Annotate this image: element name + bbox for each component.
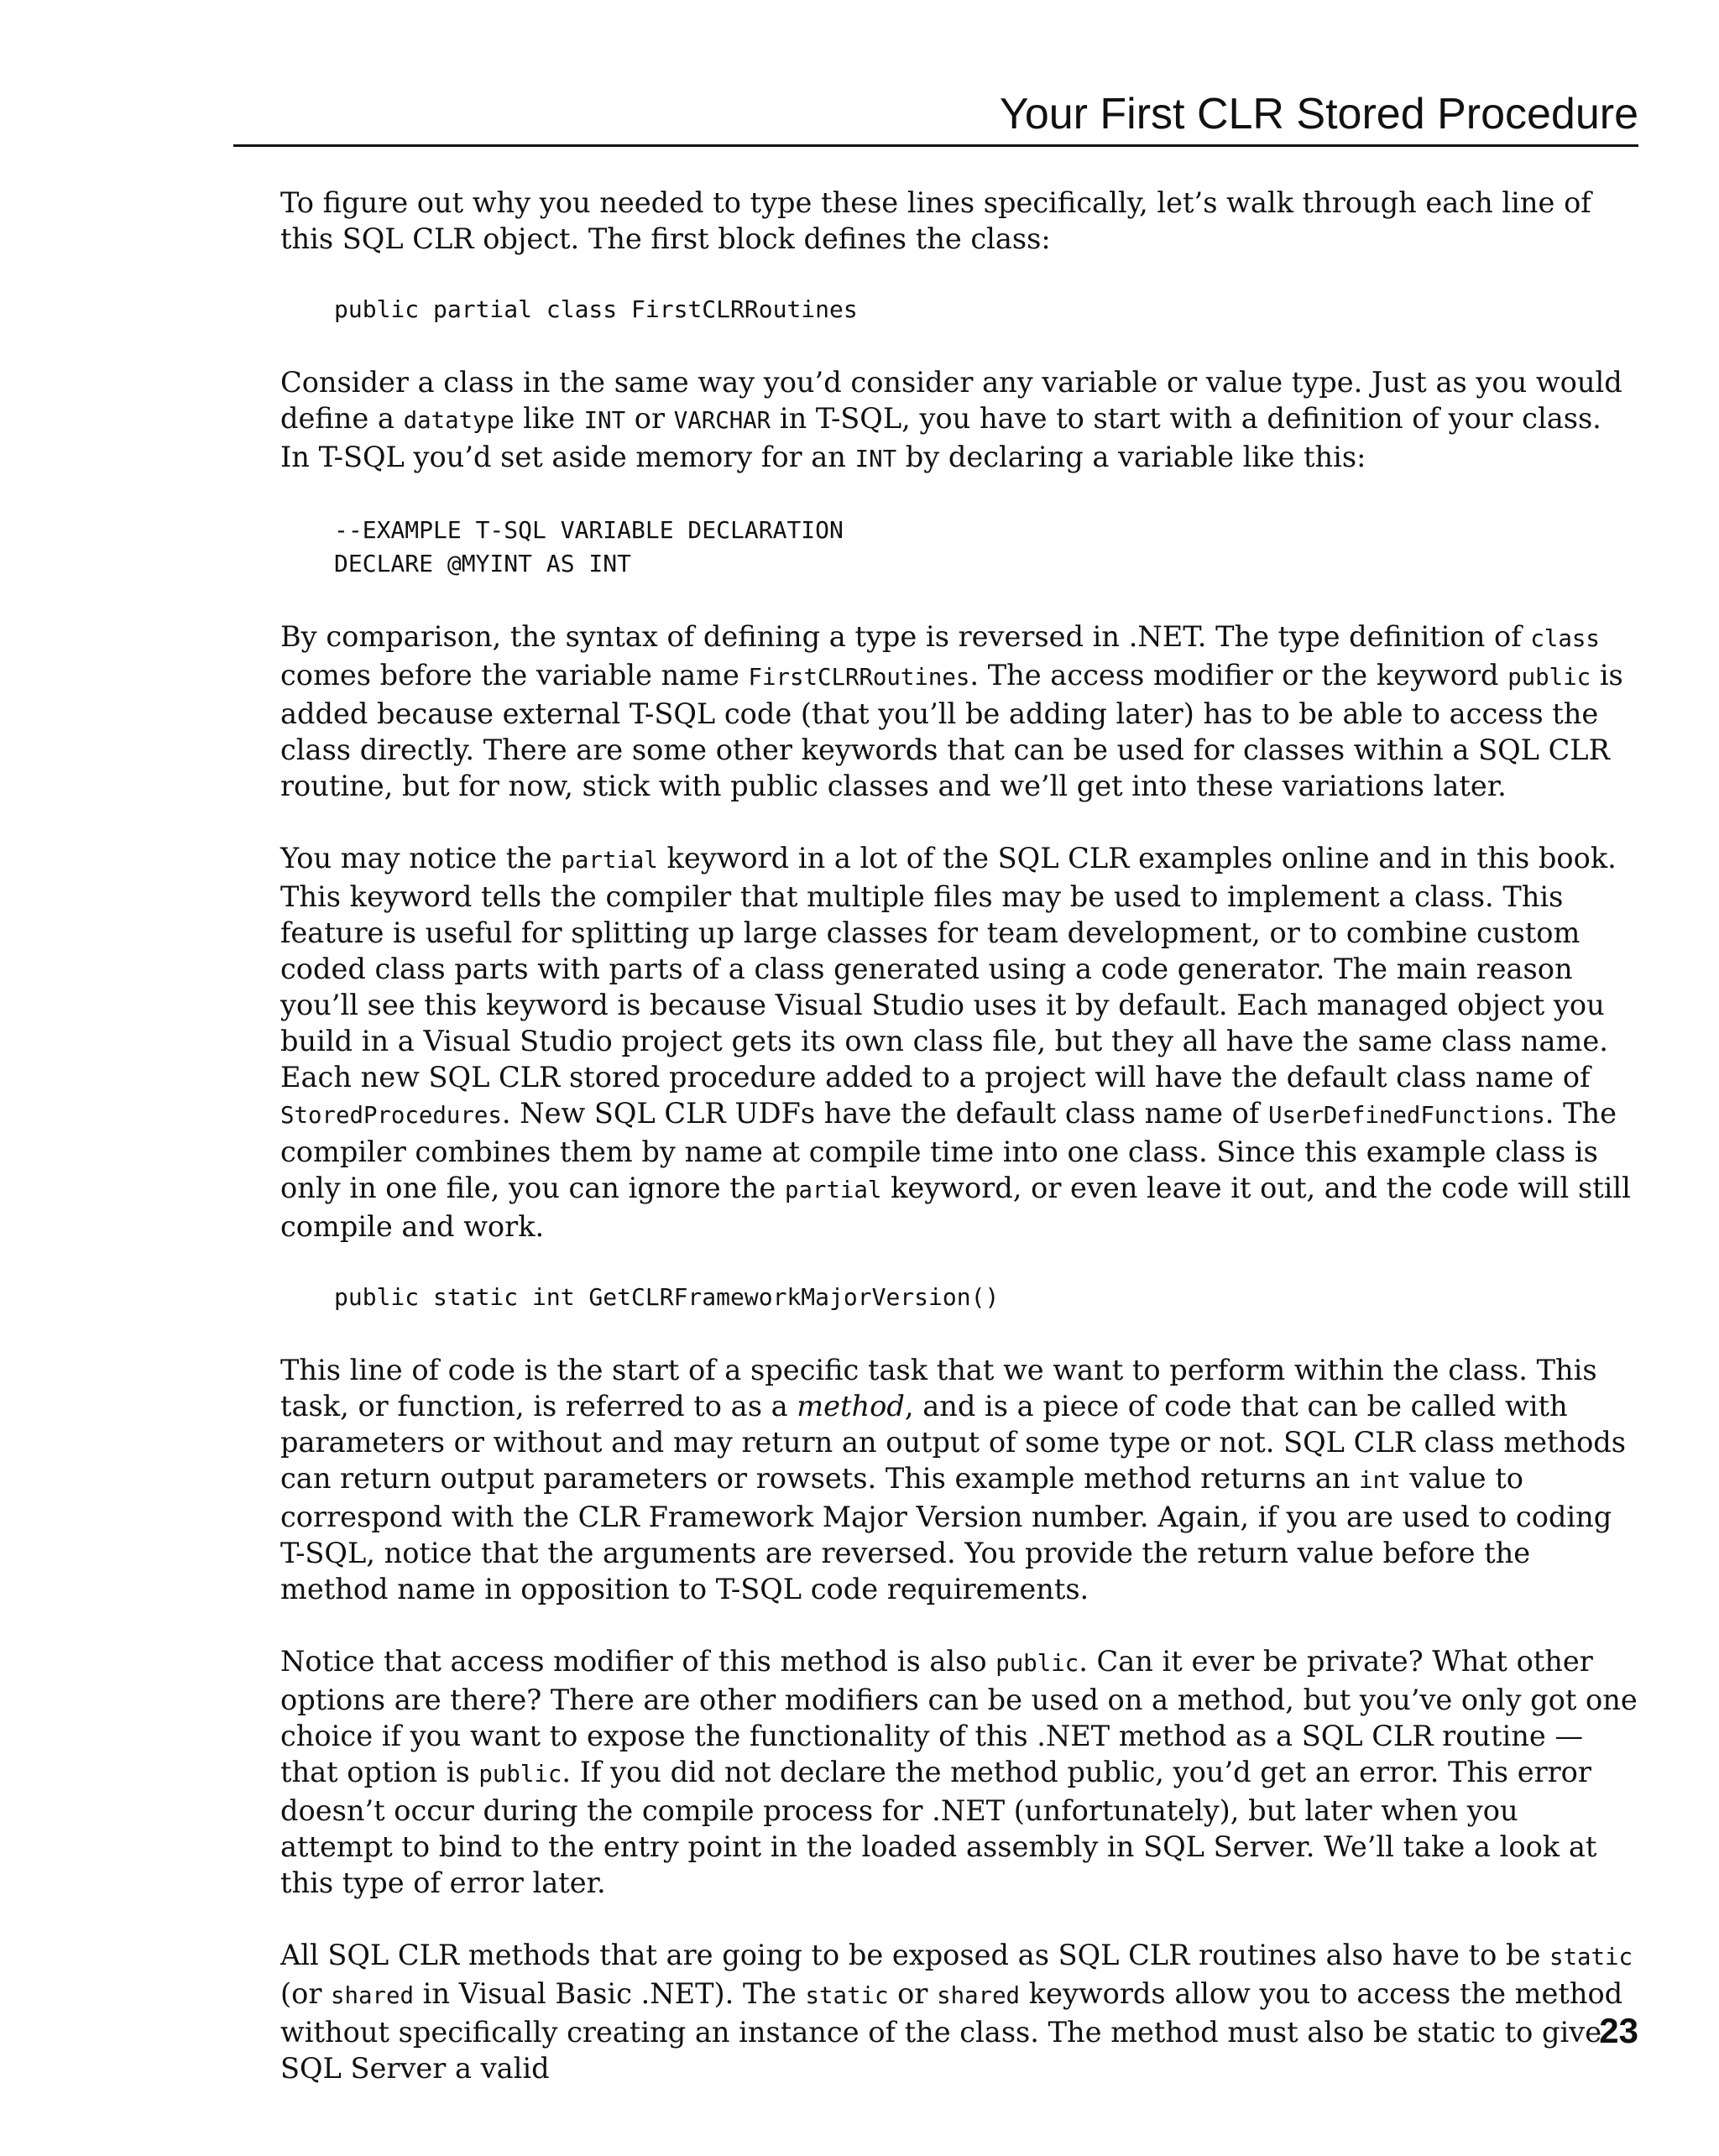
code-block-1 xyxy=(334,293,1638,326)
paragraph-7-text-c: in Visual Basic .NET). The xyxy=(414,1977,806,2010)
inline-code-varchar: VARCHAR xyxy=(673,408,771,434)
paragraph-7-text-e: keywords allow you to access the method without specifically creating an instance of the class. The method must also be static to give SQL Server a valid xyxy=(280,1977,1623,2085)
inline-code-datatype: datatype xyxy=(403,408,515,434)
paragraph-3-text-a: By comparison, the syntax of defining a type is reversed in .NET. The type definition of xyxy=(280,620,1531,653)
paragraph-3-text-d: is added because external T-SQL code (that you’ll be adding later) has to be able to access the class directly. There are some other keywords that can be used for classes within a SQL CLR routine, but for now, stick with public classes and we’ll get into these variations later. xyxy=(280,659,1623,802)
paragraph-7-text-a: All SQL CLR methods that are going to be exposed as SQL CLR routines also have to be xyxy=(280,1939,1550,1971)
inline-code-partial: partial xyxy=(784,1177,882,1203)
paragraph-1 xyxy=(280,185,1638,257)
paragraph-2-text-a: Consider a class in the same way you’d consider any variable or value type. Just as you would define a xyxy=(280,366,1622,435)
inline-code-int: INT xyxy=(583,408,626,434)
inline-code-public: public xyxy=(1507,665,1591,691)
inline-code-int: INT xyxy=(854,446,897,472)
code-block-2 xyxy=(334,514,1638,581)
paragraph-7-text-d: or xyxy=(888,1977,938,2010)
paragraph-5-text-a: This line of code is the start of a specific task that we want to perform within the class. This task, or function, is referred to as a xyxy=(280,1354,1597,1423)
inline-code-static: static xyxy=(805,1983,889,2009)
inline-code-firstclrroutines: FirstCLRRoutines xyxy=(748,665,970,691)
emphasis-method: method xyxy=(797,1390,905,1423)
paragraph-4-text-a: You may notice the xyxy=(280,842,562,874)
paragraph-3 xyxy=(280,619,1638,804)
inline-code-partial: partial xyxy=(561,848,658,874)
code-line: DECLARE @MYINT AS INT xyxy=(334,550,632,577)
paragraph-4-text-b: keyword in a lot of the SQL CLR examples online and in this book. This keyword tells the compiler that multiple files may be used to implement a class. This feature is useful for splitting up large classes for team development, or to combine custom coded class parts with parts of a class generated using a code generator. The main reason you’ll see this keyword is because Visual Studio uses it by default. Each managed object you build in a Visual Studio project gets its own class file, but they all have the same class name. Each new SQL CLR stored procedure added to a project will have the default class name of xyxy=(280,842,1617,1094)
paragraph-4-text-c: . New SQL CLR UDFs have the default class name of xyxy=(501,1097,1268,1130)
inline-code-class: class xyxy=(1530,626,1600,652)
page-body xyxy=(280,185,1638,2122)
code-line: public partial class FirstCLRRoutines xyxy=(334,295,858,323)
paragraph-5-text-b: , and is a piece of code that can be called with parameters or without and may return an output of some type or not. SQL CLR class methods can return output parameters or rowsets. This example method returns an xyxy=(280,1390,1627,1495)
code-line: public static int GetCLRFrameworkMajorVersion() xyxy=(334,1283,1000,1311)
paragraph-7-text-b: (or xyxy=(280,1977,332,2010)
running-header-title: Your First CLR Stored Procedure xyxy=(999,90,1638,138)
paragraph-1-text: To figure out why you needed to type these lines specifically, let’s walk through each line of this SQL CLR object. The first block defines the class: xyxy=(280,186,1591,255)
page-number: 23 xyxy=(1599,2011,1638,2050)
inline-code-shared: shared xyxy=(937,1983,1021,2009)
code-line: --EXAMPLE T-SQL VARIABLE DECLARATION xyxy=(334,516,844,544)
paragraph-3-text-c: . The access modifier or the keyword xyxy=(969,659,1508,692)
paragraph-2-text-e: by declaring a variable like this: xyxy=(896,441,1366,473)
paragraph-4-text-e: keyword, or even leave it out, and the code will still compile and work. xyxy=(280,1172,1631,1243)
paragraph-2-text-b: like xyxy=(514,402,584,435)
paragraph-6-text-a: Notice that access modifier of this method is also xyxy=(280,1645,996,1678)
inline-code-static: static xyxy=(1549,1945,1633,1971)
inline-code-int: int xyxy=(1359,1468,1401,1494)
paragraph-7 xyxy=(280,1937,1638,2086)
paragraph-2-text-c: or xyxy=(625,402,674,435)
paragraph-4 xyxy=(280,840,1638,1245)
inline-code-public: public xyxy=(478,1762,562,1788)
inline-code-storedprocedures: StoredProcedures xyxy=(280,1103,502,1129)
inline-code-shared: shared xyxy=(331,1983,414,2009)
paragraph-5 xyxy=(280,1352,1638,1607)
paragraph-6-text-b: . Can it ever be private? What other options are there? There are other modifiers can be used on a method, but you’ve only got one choice if you want to expose the functionality of this .NET method as a SQL CLR routine — that option is xyxy=(280,1645,1638,1788)
paragraph-2 xyxy=(280,364,1638,478)
inline-code-userdefinedfunctions: UserDefinedFunctions xyxy=(1267,1103,1545,1129)
paragraph-2-text-d: in T-SQL, you have to start with a definition of your class. In T-SQL you’d set aside memory for an xyxy=(280,402,1601,473)
paragraph-4-text-d: . The compiler combines them by name at compile time into one class. Since this example class is only in one file, you can ignore the xyxy=(280,1097,1617,1204)
paragraph-3-text-b: comes before the variable name xyxy=(280,659,749,692)
running-header xyxy=(233,84,1638,147)
inline-code-public: public xyxy=(995,1651,1079,1677)
paragraph-5-text-c: value to correspond with the CLR Framework Major Version number. Again, if you are used to coding T-SQL, notice that the arguments are reversed. You provide the return value before the method name in opposition to T-SQL code requirements. xyxy=(280,1462,1612,1605)
paragraph-6-text-c: . If you did not declare the method public, you’d get an error. This error doesn’t occur during the compile process for .NET (unfortunately), but later when you attempt to bind to the entry point in the loaded assembly in SQL Server. We’ll take a look at this type of error later. xyxy=(280,1756,1597,1899)
code-block-3 xyxy=(334,1281,1638,1314)
paragraph-6 xyxy=(280,1643,1638,1901)
